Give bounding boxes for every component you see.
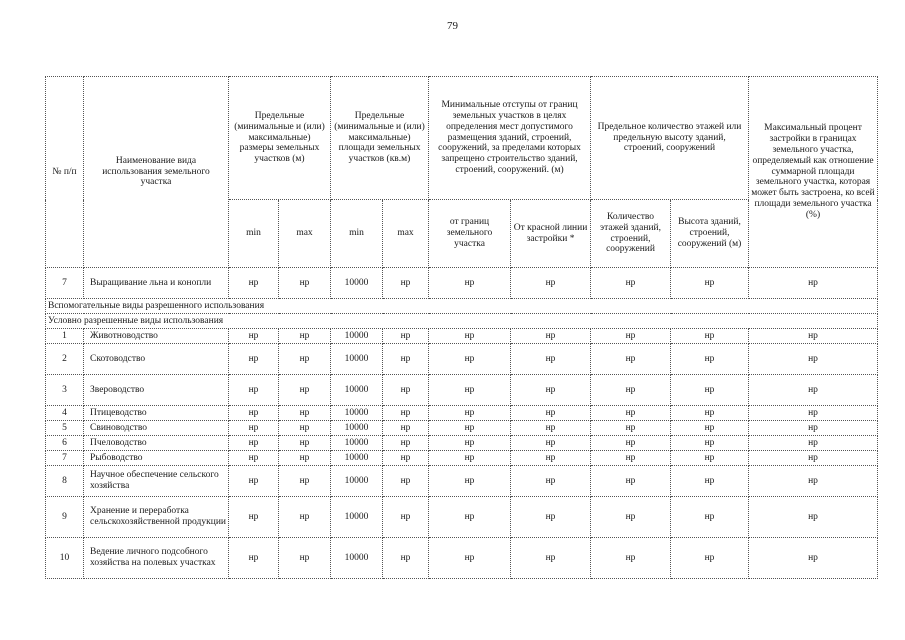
cell: нр (383, 466, 429, 497)
header-name: Наименование вида использования земельного участка (84, 77, 229, 268)
land-use-table (45, 76, 878, 579)
cell: нр (591, 421, 671, 436)
header-percent: Максимальный процент застройки в границах земельного участка, определяемый как отношение суммарной площади земельного участка, которая может быть застроена, ко всей площади земельного участка (%) (749, 77, 878, 268)
header-size-max: max (279, 200, 331, 268)
cell: нр (591, 436, 671, 451)
row-name: Выращивание льна и конопли (84, 268, 229, 299)
cell: нр (511, 497, 591, 538)
row-num: 9 (46, 497, 84, 538)
cell: нр (749, 375, 878, 406)
row-num: 2 (46, 344, 84, 375)
cell: нр (671, 466, 749, 497)
cell: нр (591, 406, 671, 421)
header-floors-count: Количество этажей зданий, строений, сооружений (591, 200, 671, 268)
table-row (46, 268, 878, 299)
cell: нр (671, 268, 749, 299)
cell: нр (749, 344, 878, 375)
cell: нр (511, 466, 591, 497)
page-number: 79 (447, 20, 458, 32)
cell: нр (749, 538, 878, 579)
cell: 10000 (331, 344, 383, 375)
cell: нр (383, 329, 429, 344)
cell: нр (229, 421, 279, 436)
cell: нр (279, 421, 331, 436)
cell: нр (749, 268, 878, 299)
cell: 10000 (331, 436, 383, 451)
cell: нр (429, 538, 511, 579)
cell: нр (671, 436, 749, 451)
cell: нр (229, 268, 279, 299)
cell: нр (591, 375, 671, 406)
cell: 10000 (331, 538, 383, 579)
header-size: Предельные (минимальные и (или) максимальные) размеры земельных участков (м) (229, 77, 331, 200)
cell: 10000 (331, 329, 383, 344)
cell: нр (671, 375, 749, 406)
cell: нр (749, 451, 878, 466)
cell: нр (671, 538, 749, 579)
cell: нр (279, 466, 331, 497)
cell: нр (429, 344, 511, 375)
header-area-min: min (331, 200, 383, 268)
table-row (46, 421, 878, 436)
cell: нр (591, 538, 671, 579)
row-name: Рыбоводство (84, 451, 229, 466)
cell: нр (749, 421, 878, 436)
cell: нр (671, 344, 749, 375)
table-row (46, 436, 878, 451)
cell: нр (383, 375, 429, 406)
cell: нр (279, 436, 331, 451)
header-height: Высота зданий, строений, сооружений (м) (671, 200, 749, 268)
row-name: Скотоводство (84, 344, 229, 375)
cell: нр (383, 268, 429, 299)
cell: нр (749, 406, 878, 421)
cell: нр (429, 421, 511, 436)
row-name: Пчеловодство (84, 436, 229, 451)
cell: нр (671, 451, 749, 466)
cell: нр (749, 497, 878, 538)
row-num: 1 (46, 329, 84, 344)
section-conditional: Условно разрешенные виды использования (46, 314, 878, 329)
row-num: 4 (46, 406, 84, 421)
cell: нр (511, 344, 591, 375)
cell: 10000 (331, 466, 383, 497)
cell: нр (279, 451, 331, 466)
cell: нр (749, 466, 878, 497)
cell: нр (511, 268, 591, 299)
row-name: Научное обеспечение сельского хозяйства (84, 466, 229, 497)
row-name: Звероводство (84, 375, 229, 406)
section-row (46, 299, 878, 314)
cell: нр (591, 497, 671, 538)
cell: нр (429, 497, 511, 538)
header-row (46, 77, 878, 200)
row-num: 7 (46, 268, 84, 299)
cell: нр (429, 268, 511, 299)
header-num: № п/п (46, 77, 84, 268)
section-auxiliary: Вспомогательные виды разрешенного использования (46, 299, 878, 314)
cell: 10000 (331, 406, 383, 421)
table-row (46, 466, 878, 497)
cell: нр (279, 406, 331, 421)
cell: нр (383, 406, 429, 421)
cell: нр (671, 421, 749, 436)
cell: нр (591, 451, 671, 466)
cell: нр (511, 436, 591, 451)
cell: нр (383, 497, 429, 538)
header-area: Предельные (минимальные и (или) максимальные) площади земельных участков (кв.м) (331, 77, 429, 200)
cell: 10000 (331, 268, 383, 299)
cell: нр (429, 466, 511, 497)
cell: нр (383, 436, 429, 451)
cell: 10000 (331, 451, 383, 466)
cell: нр (383, 451, 429, 466)
row-num: 7 (46, 451, 84, 466)
cell: нр (279, 497, 331, 538)
header-floors: Предельное количество этажей или предельную высоту зданий, строений, сооружений (591, 77, 749, 200)
cell: нр (229, 406, 279, 421)
cell: нр (229, 344, 279, 375)
cell: нр (429, 436, 511, 451)
cell: нр (279, 329, 331, 344)
row-num: 6 (46, 436, 84, 451)
table-row (46, 497, 878, 538)
cell: нр (229, 375, 279, 406)
table-row (46, 451, 878, 466)
cell: нр (511, 451, 591, 466)
cell: нр (749, 436, 878, 451)
cell: нр (671, 329, 749, 344)
header-area-max: max (383, 200, 429, 268)
cell: нр (591, 268, 671, 299)
cell: нр (279, 344, 331, 375)
header-from-border: от границ земельного участка (429, 200, 511, 268)
cell: нр (229, 436, 279, 451)
cell: нр (229, 497, 279, 538)
cell: нр (279, 268, 331, 299)
cell: нр (511, 538, 591, 579)
row-num: 5 (46, 421, 84, 436)
cell: нр (383, 344, 429, 375)
cell: 10000 (331, 421, 383, 436)
table-row (46, 329, 878, 344)
cell: нр (511, 329, 591, 344)
row-name: Ведение личного подсобного хозяйства на полевых участках (84, 538, 229, 579)
row-name: Птицеводство (84, 406, 229, 421)
table-row (46, 344, 878, 375)
row-num: 3 (46, 375, 84, 406)
cell: 10000 (331, 497, 383, 538)
cell: нр (511, 421, 591, 436)
row-name: Хранение и переработка сельскохозяйственной продукции (84, 497, 229, 538)
cell: нр (749, 329, 878, 344)
row-num: 8 (46, 466, 84, 497)
row-num: 10 (46, 538, 84, 579)
row-name: Животноводство (84, 329, 229, 344)
cell: нр (591, 466, 671, 497)
cell: нр (383, 538, 429, 579)
cell: нр (429, 375, 511, 406)
table-row (46, 538, 878, 579)
section-row (46, 314, 878, 329)
cell: нр (591, 344, 671, 375)
header-from-red-line: От красной линии застройки * (511, 200, 591, 268)
cell: нр (229, 466, 279, 497)
cell: нр (671, 497, 749, 538)
cell: нр (591, 329, 671, 344)
cell: нр (671, 406, 749, 421)
cell: нр (511, 406, 591, 421)
cell: 10000 (331, 375, 383, 406)
table-row (46, 406, 878, 421)
header-size-min: min (229, 200, 279, 268)
cell: нр (429, 406, 511, 421)
cell: нр (429, 329, 511, 344)
cell: нр (279, 538, 331, 579)
cell: нр (229, 451, 279, 466)
cell: нр (511, 375, 591, 406)
cell: нр (279, 375, 331, 406)
row-name: Свиноводство (84, 421, 229, 436)
cell: нр (229, 329, 279, 344)
cell: нр (383, 421, 429, 436)
cell: нр (229, 538, 279, 579)
header-setbacks: Минимальные отступы от границ земельных участков в целях определения мест допустимого размещения зданий, строений, сооружений, за пределами которых запрещено строительство зданий, строений, сооружений. (м) (429, 77, 591, 200)
table-row (46, 375, 878, 406)
cell: нр (429, 451, 511, 466)
